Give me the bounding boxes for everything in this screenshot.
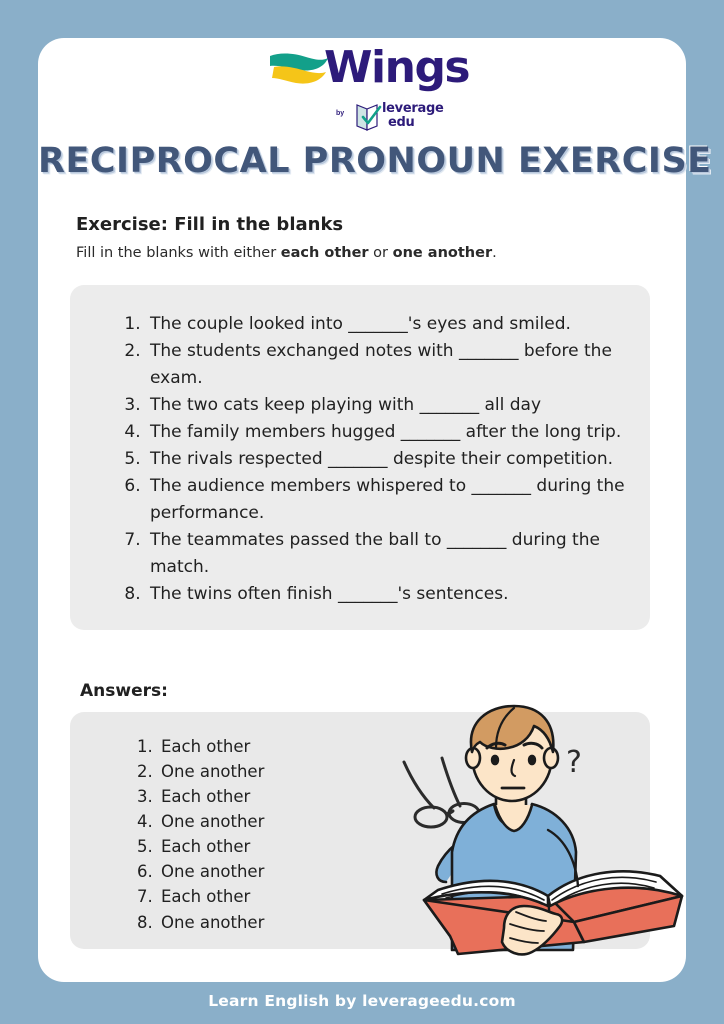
- page-title: RECIPROCAL PRONOUN EXERCISE: [38, 141, 712, 181]
- footer-credit: Learn English by leverageedu.com: [208, 992, 516, 1010]
- question-item: 4. The family members hugged _______ after the long trip.: [146, 419, 632, 446]
- answer-item: 2. One another: [158, 759, 632, 784]
- question-mark-icon: ?: [566, 745, 582, 780]
- logo-leverage-text: leverage: [382, 101, 444, 116]
- question-item: 1. The couple looked into _______'s eyes and smiled.: [146, 311, 632, 338]
- wing-icon: [268, 52, 330, 90]
- instruction-prefix: Fill in the blanks with either: [76, 245, 281, 261]
- answer-item: 5. Each other: [158, 834, 632, 859]
- answer-item: 6. One another: [158, 859, 632, 884]
- logo-sublogo: [336, 100, 486, 136]
- question-item: 2. The students exchanged notes with _______ before the exam.: [146, 338, 632, 392]
- question-item: 5. The rivals respected _______ despite their competition.: [146, 446, 632, 473]
- answer-item: 1. Each other: [158, 734, 632, 759]
- questions-list: [146, 311, 632, 608]
- logo-edu-text: edu: [388, 115, 415, 130]
- logo-main: [252, 42, 472, 104]
- exercise-instruction: [76, 245, 497, 261]
- instruction-term-2: one another: [392, 245, 493, 261]
- questions-panel: [70, 285, 650, 630]
- question-item: 6. The audience members whispered to _______ during the performance.: [146, 473, 632, 527]
- instruction-suffix: .: [492, 245, 497, 261]
- question-item: 7. The teammates passed the ball to _______ during the match.: [146, 527, 632, 581]
- answers-list: [158, 734, 632, 935]
- logo-by-label: by: [336, 110, 345, 117]
- worksheet-card: [38, 38, 712, 982]
- brand-logo: [38, 42, 686, 144]
- answer-item: 3. Each other: [158, 784, 632, 809]
- leverage-book-icon: [354, 102, 382, 132]
- instruction-term-1: each other: [280, 245, 369, 261]
- question-item: 3. The two cats keep playing with _______ all day: [146, 392, 632, 419]
- answer-item: 8. One another: [158, 910, 632, 935]
- logo-wordmark: Wings: [324, 42, 470, 93]
- answer-item: 7. Each other: [158, 884, 632, 909]
- exercise-heading: Exercise: Fill in the blanks: [76, 214, 344, 235]
- instruction-middle: or: [368, 245, 393, 261]
- answer-item: 4. One another: [158, 809, 632, 834]
- answers-heading: Answers:: [80, 681, 168, 701]
- question-item: 8. The twins often finish _______'s sentences.: [146, 581, 632, 608]
- answers-panel: [70, 712, 650, 949]
